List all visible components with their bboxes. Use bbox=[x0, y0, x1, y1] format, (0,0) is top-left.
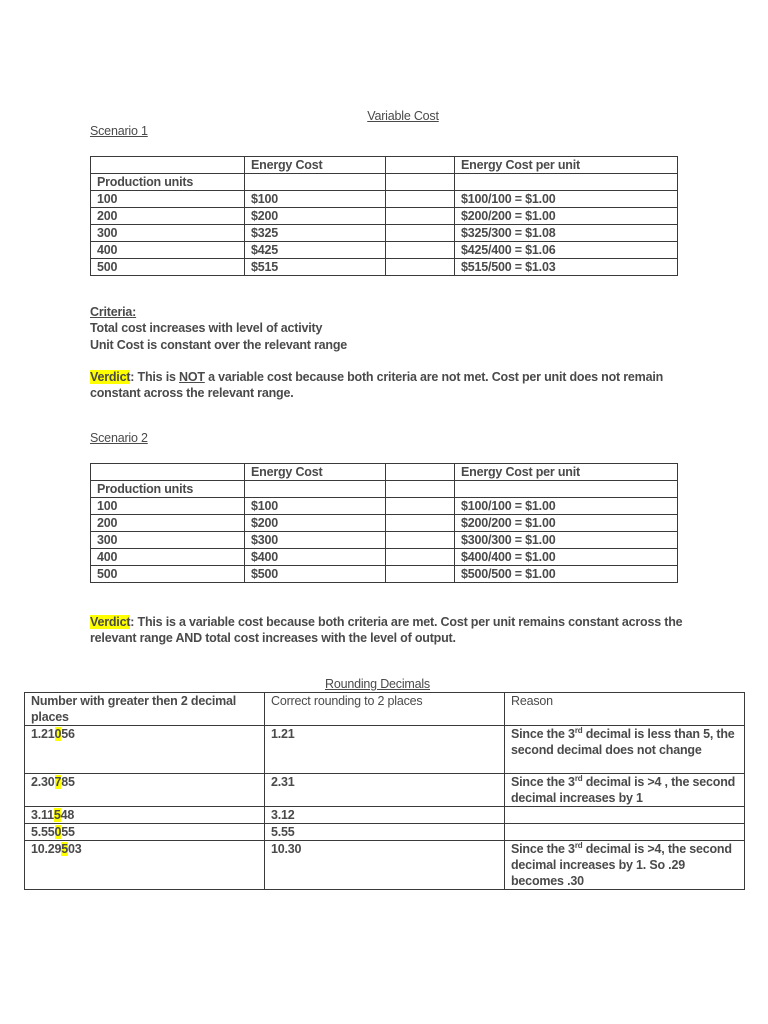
ordinal-sup: rd bbox=[574, 773, 583, 783]
header-cell bbox=[386, 464, 455, 481]
scenario-2-table bbox=[90, 463, 678, 583]
table-row bbox=[91, 566, 678, 583]
units-cell: 200 bbox=[91, 208, 245, 225]
units-cell: 100 bbox=[91, 191, 245, 208]
table-row bbox=[91, 259, 678, 276]
table-row bbox=[91, 242, 678, 259]
header-cell bbox=[91, 464, 245, 481]
header-cell: Correct rounding to 2 places bbox=[265, 693, 505, 726]
table-row bbox=[25, 841, 745, 890]
per-unit-cell: $325/300 = $1.08 bbox=[455, 225, 678, 242]
header-cell: Energy Cost per unit bbox=[455, 157, 678, 174]
header-cell: Number with greater then 2 decimal places bbox=[25, 693, 265, 726]
verdict-text: : This is bbox=[130, 370, 179, 384]
reason-text: decimal is less than 5, the second decimal does not change bbox=[511, 727, 735, 757]
reason-cell bbox=[505, 824, 745, 841]
per-unit-cell: $200/200 = $1.00 bbox=[455, 208, 678, 225]
units-cell: 500 bbox=[91, 259, 245, 276]
digits: 1.21 bbox=[31, 727, 55, 741]
units-cell: 400 bbox=[91, 242, 245, 259]
scenario-1-table bbox=[90, 156, 678, 276]
rounded-cell: 1.21 bbox=[265, 726, 505, 774]
cost-cell: $325 bbox=[245, 225, 386, 242]
number-cell bbox=[25, 824, 265, 841]
digits: 03 bbox=[68, 842, 82, 856]
reason-text: decimal is >4 , the second decimal increases by 1 bbox=[511, 775, 736, 805]
verdict-word: Verdict bbox=[90, 615, 131, 629]
table-row bbox=[25, 807, 745, 824]
cost-cell: $425 bbox=[245, 242, 386, 259]
table-header-row bbox=[91, 464, 678, 481]
number-cell bbox=[25, 807, 265, 824]
cost-cell: $300 bbox=[245, 532, 386, 549]
third-decimal: 0 bbox=[54, 825, 62, 839]
third-decimal: 7 bbox=[54, 775, 62, 789]
table-row bbox=[91, 174, 678, 191]
cost-cell: $100 bbox=[245, 191, 386, 208]
rounded-cell: 5.55 bbox=[265, 824, 505, 841]
cost-cell: $400 bbox=[245, 549, 386, 566]
per-unit-cell: $400/400 = $1.00 bbox=[455, 549, 678, 566]
digits: 48 bbox=[60, 808, 75, 822]
digits: 85 bbox=[61, 775, 75, 789]
reason-cell bbox=[505, 841, 745, 890]
table-row bbox=[91, 225, 678, 242]
third-decimal: 5 bbox=[53, 808, 61, 822]
per-unit-cell: $515/500 = $1.03 bbox=[455, 259, 678, 276]
verdict-word: Verdict bbox=[90, 370, 131, 384]
table-row bbox=[91, 191, 678, 208]
per-unit-cell: $200/200 = $1.00 bbox=[455, 515, 678, 532]
per-unit-cell: $100/100 = $1.00 bbox=[455, 498, 678, 515]
scenario-1-label: Scenario 1 bbox=[90, 124, 148, 138]
rounding-title: Rounding Decimals bbox=[325, 677, 430, 691]
table-row bbox=[25, 726, 745, 774]
table-header-row bbox=[91, 157, 678, 174]
criteria-line: Total cost increases with level of activity bbox=[90, 321, 323, 335]
verdict-text: a variable cost because both criteria are not met. Cost per unit does not remain constant across the relevant range. bbox=[90, 370, 664, 400]
digits: 2.30 bbox=[31, 775, 55, 789]
verdict-text: : This is a variable cost because both criteria are met. Cost per unit remains constant across the relevant range AND total cost increases with the level of output. bbox=[90, 615, 683, 645]
per-unit-cell: $300/300 = $1.00 bbox=[455, 532, 678, 549]
ordinal-sup: rd bbox=[574, 725, 583, 735]
header-cell: Energy Cost bbox=[245, 464, 386, 481]
units-cell: 300 bbox=[91, 225, 245, 242]
units-cell: 200 bbox=[91, 515, 245, 532]
table-row bbox=[25, 774, 745, 807]
per-unit-cell: $100/100 = $1.00 bbox=[455, 191, 678, 208]
not-word: NOT bbox=[179, 370, 205, 384]
cost-cell: $515 bbox=[245, 259, 386, 276]
page-title: Variable Cost bbox=[367, 109, 439, 123]
table-row bbox=[91, 208, 678, 225]
reason-text: Since the 3 bbox=[511, 727, 575, 741]
digits: 56 bbox=[61, 727, 75, 741]
reason-cell bbox=[505, 807, 745, 824]
reason-text: Since the 3 bbox=[511, 842, 575, 856]
header-cell: Energy Cost bbox=[245, 157, 386, 174]
cost-cell: $200 bbox=[245, 515, 386, 532]
table-row bbox=[91, 549, 678, 566]
cost-cell: $200 bbox=[245, 208, 386, 225]
number-cell bbox=[25, 841, 265, 890]
units-label: Production units bbox=[91, 174, 245, 191]
number-cell bbox=[25, 726, 265, 774]
table-row bbox=[91, 532, 678, 549]
units-cell: 400 bbox=[91, 549, 245, 566]
rounded-cell: 10.30 bbox=[265, 841, 505, 890]
units-cell: 300 bbox=[91, 532, 245, 549]
header-cell bbox=[386, 157, 455, 174]
header-cell: Energy Cost per unit bbox=[455, 464, 678, 481]
scenario-2-label: Scenario 2 bbox=[90, 431, 148, 445]
digits: 3.11 bbox=[31, 808, 54, 822]
header-cell bbox=[91, 157, 245, 174]
criteria-line: Unit Cost is constant over the relevant range bbox=[90, 338, 348, 352]
rounded-cell: 2.31 bbox=[265, 774, 505, 807]
table-header-row bbox=[25, 693, 745, 726]
reason-text: Since the 3 bbox=[511, 775, 575, 789]
units-cell: 100 bbox=[91, 498, 245, 515]
table-row bbox=[25, 824, 745, 841]
per-unit-cell: $500/500 = $1.00 bbox=[455, 566, 678, 583]
cost-cell: $100 bbox=[245, 498, 386, 515]
third-decimal: 5 bbox=[61, 842, 69, 856]
table-row bbox=[91, 481, 678, 498]
ordinal-sup: rd bbox=[574, 840, 583, 850]
cost-cell: $500 bbox=[245, 566, 386, 583]
table-row bbox=[91, 498, 678, 515]
criteria-label: Criteria: bbox=[90, 305, 137, 319]
units-cell: 500 bbox=[91, 566, 245, 583]
digits: 55 bbox=[61, 825, 75, 839]
digits: 5.55 bbox=[31, 825, 55, 839]
header-cell: Reason bbox=[505, 693, 745, 726]
rounding-table bbox=[24, 692, 745, 890]
number-cell bbox=[25, 774, 265, 807]
rounded-cell: 3.12 bbox=[265, 807, 505, 824]
table-row bbox=[91, 515, 678, 532]
digits: 10.29 bbox=[31, 842, 62, 856]
third-decimal: 0 bbox=[54, 727, 62, 741]
verdict-2-paragraph bbox=[90, 614, 690, 646]
verdict-1-paragraph bbox=[90, 369, 690, 401]
per-unit-cell: $425/400 = $1.06 bbox=[455, 242, 678, 259]
reason-cell bbox=[505, 774, 745, 807]
reason-text: decimal is >4, the second decimal increases by 1. So .29 becomes .30 bbox=[511, 842, 732, 888]
reason-cell bbox=[505, 726, 745, 774]
units-label: Production units bbox=[91, 481, 245, 498]
